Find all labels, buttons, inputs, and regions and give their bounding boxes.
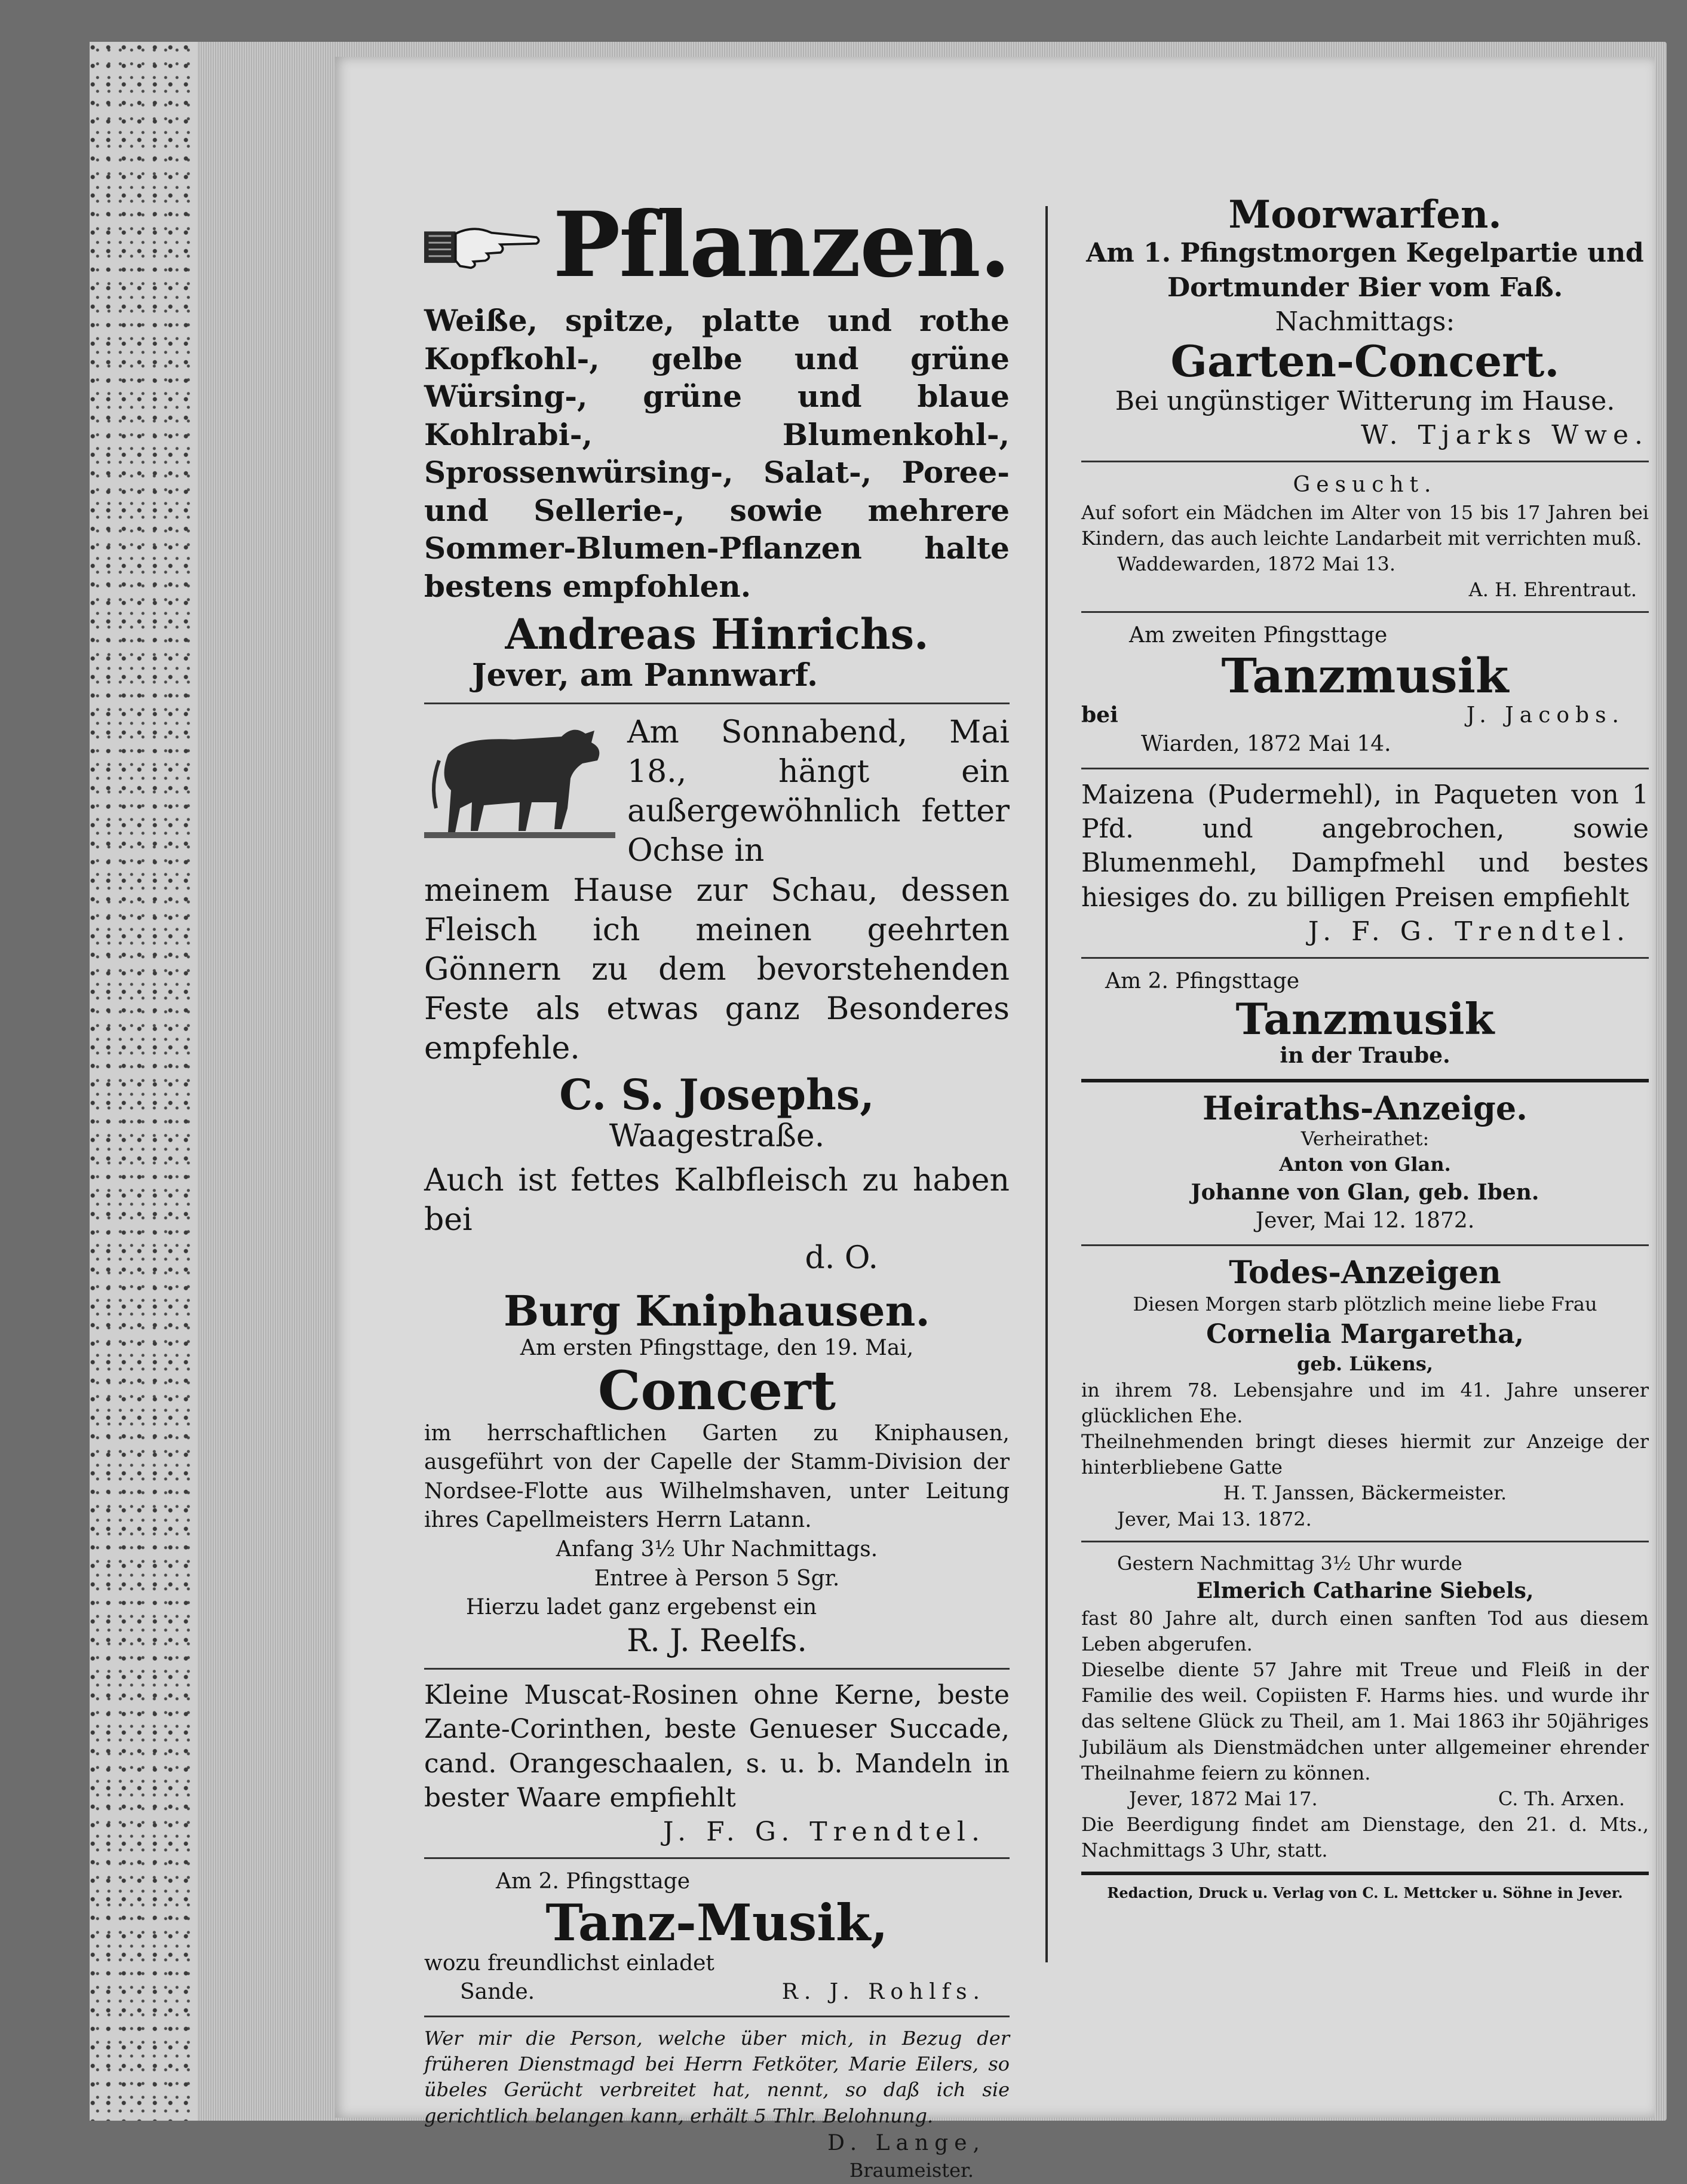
kniphausen-signature: R. J. Reelfs. [627, 1622, 807, 1659]
siebels-body2: Dieselbe diente 57 Jahre mit Treue und Fleiß in der Familie des weil. Copiisten F. Harms hies. und wurde ihr das seltene Glück zu Theil, am 1. Mai 1863 ihr 50jähriges Jubiläum als Dienstmädchen unter allgemeiner ehrender Theilnahme feiern zu können. [1081, 1658, 1649, 1784]
ad-maizena [1081, 778, 1649, 949]
tanz1-place: Sande. [460, 1980, 535, 2005]
ad-tanzmusik-wiarden [1081, 621, 1649, 759]
ochse-signature: C. S. Josephs, [559, 1069, 875, 1119]
divider [1081, 611, 1649, 613]
gesucht-body: Auf sofort ein Mädchen im Alter von 15 bis 17 Jahren bei Kindern, das auch leichte Landarbeit mit verrichten muß. [1081, 501, 1649, 550]
tanz2-date: Am zweiten Pfingsttage [1129, 623, 1388, 648]
ochse-street: Waagestraße. [609, 1118, 825, 1154]
divider [1081, 1541, 1649, 1542]
tanz1-invite: wozu freundlichst einladet [424, 1950, 714, 1976]
tanz3-place: in der Traube. [1280, 1043, 1450, 1069]
kniphausen-title: Burg Kniphausen. [504, 1286, 930, 1336]
heirat-label: Verheirathet: [1300, 1127, 1430, 1151]
ad-heiraths [1081, 1088, 1649, 1236]
heirat-name2: Johanne von Glan, geb. Iben. [1191, 1179, 1539, 1205]
ad-todes [1081, 1254, 1649, 1532]
pflanzen-title: Pflanzen. [553, 192, 1010, 297]
todes-born: geb. Lükens, [1296, 1352, 1434, 1376]
gesucht-title: Gesucht. [1293, 472, 1437, 497]
ad-moorwarfen [1081, 194, 1649, 452]
lange-body: Wer mir die Person, welche über mich, in Bezug der früheren Dienstmagd bei Herrn Fetköter, Marie Eilers, so übeles Gerücht verbreitet hat, nennt, so daß ich sie gerichtlich belangen kann, erhält 5 Thlr. Belohnung. [424, 2027, 1010, 2127]
tanz3-date: Am 2. Pfingsttage [1105, 968, 1300, 993]
ochse-postscript-signature: d. O. [805, 1240, 878, 1277]
ochse-body: meinem Hause zur Schau, dessen Fleisch ich meinen geehrten Gönnern zu dem bevorstehenden Feste als etwas ganz Besonderes empfehle. [424, 872, 1010, 1066]
pointing-hand-icon [424, 206, 541, 284]
pflanzen-place: Jever, am Pannwarf. [472, 657, 818, 694]
pflanzen-body: Weiße, spitze, platte und rothe Kopfkohl-, gelbe und grüne Würsing-, grüne und blaue Kohlrabi-, Blumenkohl-, Sprossenwürsing-, Salat-, Poree- und Sellerie-, sowie mehrere Sommer-Blumen-Pflanzen halte bestens empfohlen. [424, 303, 1010, 604]
ad-siebels [1081, 1551, 1649, 1864]
tanz3-title: Tanzmusik [1235, 993, 1495, 1044]
divider [1081, 957, 1649, 959]
heirat-place: Jever, Mai 12. 1872. [1255, 1208, 1475, 1234]
newspaper-page [335, 57, 1655, 2182]
divider-thick [1081, 1872, 1649, 1875]
divider [1081, 461, 1649, 462]
tanz1-date: Am 2. Pfingsttage [496, 1869, 691, 1894]
muscat-signature: J. F. G. Trendtel. [662, 1816, 986, 1847]
ochse-postscript: Auch ist fettes Kalbfleisch zu haben bei [424, 1162, 1010, 1238]
lange-signature: D. Lange, [827, 2130, 986, 2155]
tanz2-bei: bei [1081, 702, 1118, 728]
moor-line1: Am 1. Pfingstmorgen Kegelpartie und Dortmunder Bier vom Faß. [1086, 238, 1644, 303]
kniphausen-concert: Concert [597, 1359, 836, 1423]
todes-notice: Theilnehmenden bringt dieses hiermit zur Anzeige der hinterbliebene Gatte [1081, 1430, 1649, 1479]
todes-intro: Diesen Morgen starb plötzlich meine liebe Frau [1133, 1293, 1597, 1316]
ad-ochse [424, 713, 1010, 1277]
moor-concert: Garten-Concert. [1170, 335, 1560, 387]
left-column [424, 192, 1010, 2184]
moor-signature: W. Tjarks Wwe. [1361, 419, 1649, 450]
book-cover-marbled [90, 42, 197, 2121]
ad-gesucht [1081, 471, 1649, 603]
ochse-lead: Am Sonnabend, Mai 18., hängt ein außergewöhnlich fetter Ochse in [627, 714, 1010, 869]
heirat-title: Heiraths-Anzeige. [1203, 1088, 1527, 1127]
moor-line3: Bei ungünstiger Witterung im Hause. [1115, 385, 1615, 416]
siebels-signature: C. Th. Arxen. [1498, 1787, 1625, 1810]
tanz2-place: Wiarden, 1872 Mai 14. [1141, 732, 1391, 757]
siebels-body1: fast 80 Jahre alt, durch einen sanften Tod aus diesem Leben abgerufen. [1081, 1606, 1649, 1655]
moor-title: Moorwarfen. [1228, 192, 1502, 237]
ad-lange [424, 2026, 1010, 2184]
todes-name: Cornelia Margaretha, [1206, 1319, 1524, 1350]
ox-illustration [424, 713, 615, 844]
todes-place: Jever, Mai 13. 1872. [1117, 1507, 1312, 1530]
divider-thick [1081, 1079, 1649, 1082]
divider [424, 2016, 1010, 2017]
ad-kniphausen [424, 1288, 1010, 1660]
kniphausen-start: Anfang 3½ Uhr Nachmittags. [556, 1536, 878, 1562]
ad-muscat [424, 1678, 1010, 1849]
tanz1-signature: R. J. Rohlfs. [781, 1980, 986, 2005]
right-column [1081, 194, 1649, 1903]
siebels-funeral: Die Beerdigung findet am Dienstage, den 21. d. Mts., Nachmittags 3 Uhr, statt. [1081, 1813, 1649, 1862]
divider [424, 703, 1010, 704]
pflanzen-signature: Andreas Hinrichs. [505, 609, 929, 659]
maizena-signature: J. F. G. Trendtel. [1308, 916, 1631, 947]
divider [1081, 1244, 1649, 1246]
column-divider [1045, 206, 1048, 1962]
tanz2-title: Tanzmusik [1221, 647, 1509, 704]
todes-body: in ihrem 78. Lebensjahre und im 41. Jahre unserer glücklichen Ehe. [1081, 1378, 1649, 1427]
muscat-body: Kleine Muscat-Rosinen ohne Kerne, beste Zante-Corinthen, beste Genueser Succade, cand. Orangeschaalen, s. u. b. Mandeln in bester Waare empfiehlt [424, 1680, 1010, 1813]
gesucht-signature: A. H. Ehrentraut. [1468, 578, 1637, 602]
divider [1081, 768, 1649, 769]
todes-signature: H. T. Janssen, Bäckermeister. [1223, 1481, 1507, 1505]
kniphausen-invite: Hierzu ladet ganz ergebenst ein [466, 1595, 817, 1620]
ad-pflanzen [424, 192, 1010, 694]
kniphausen-date: Am ersten Pfingsttage, den 19. Mai, [520, 1335, 914, 1360]
maizena-body: Maizena (Pudermehl), in Paqueten von 1 Pfd. und angebrochen, sowie Blumenmehl, Dampfmehl und bestes hiesiges do. zu billigen Preisen empfiehlt [1081, 780, 1649, 913]
ad-tanzmusik-sande [424, 1867, 1010, 2007]
siebels-place: Jever, 1872 Mai 17. [1129, 1787, 1318, 1810]
tanz2-signature: J. Jacobs. [1466, 703, 1625, 728]
todes-title: Todes-Anzeigen [1229, 1254, 1501, 1291]
lange-role: Braumeister. [849, 2159, 974, 2182]
kniphausen-body: im herrschaftlichen Garten zu Kniphausen, ausgeführt von der Capelle der Stamm-Division der Nordsee-Flotte aus Wilhelmshaven, unter Leitung ihres Capellmeisters Herrn Latann. [424, 1421, 1010, 1533]
heirat-name1: Anton von Glan. [1279, 1153, 1451, 1176]
gesucht-date: Waddewarden, 1872 Mai 13. [1117, 552, 1395, 575]
kniphausen-entry: Entree à Person 5 Sgr. [594, 1566, 840, 1591]
imprint: Redaction, Druck u. Verlag von C. L. Mettcker u. Söhne in Jever. [1107, 1884, 1623, 1902]
ad-tanzmusik-traube [1081, 967, 1649, 1070]
divider [424, 1668, 1010, 1670]
divider [424, 1857, 1010, 1859]
moor-line2: Nachmittags: [1275, 306, 1455, 337]
siebels-intro: Gestern Nachmittag 3½ Uhr wurde [1117, 1551, 1462, 1575]
siebels-name: Elmerich Catharine Siebels, [1196, 1578, 1534, 1603]
tanz1-title: Tanz-Musik, [545, 1892, 888, 1952]
